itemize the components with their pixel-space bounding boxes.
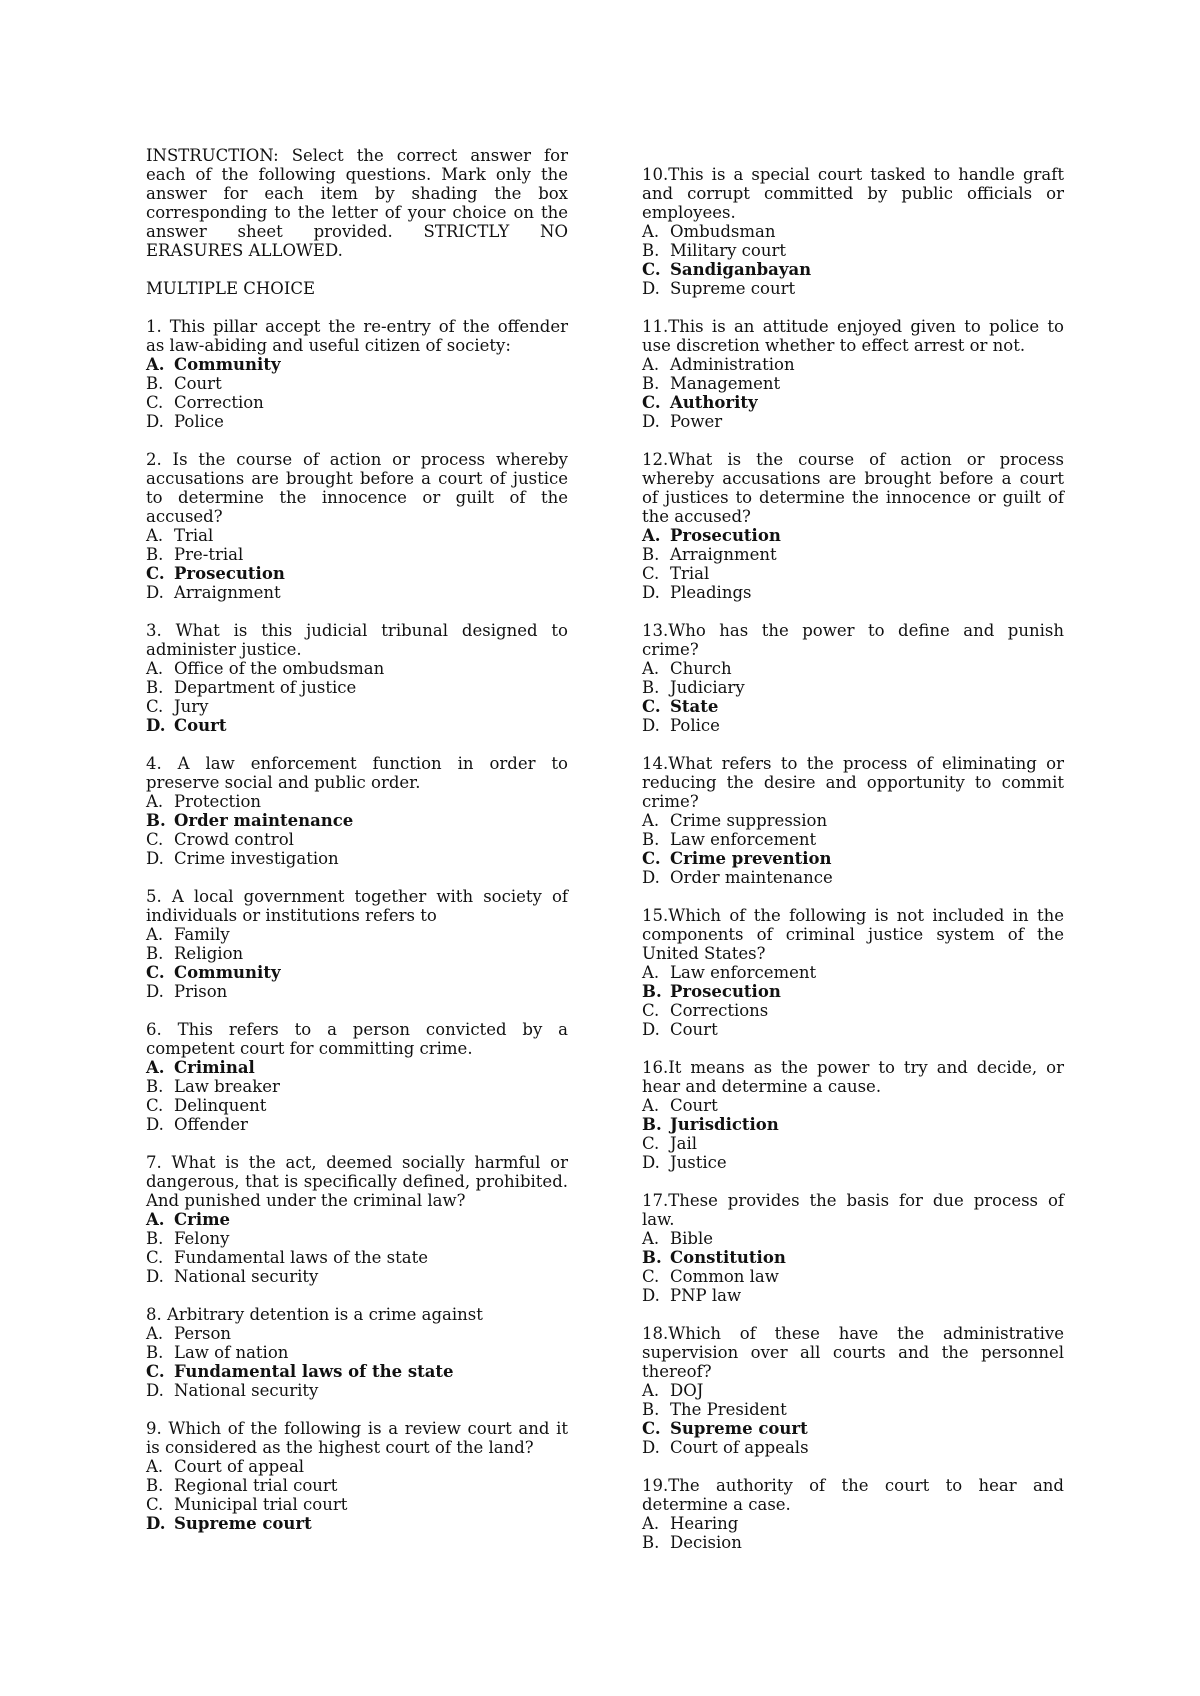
option-text: Administration (670, 355, 795, 374)
answer-option (146, 678, 568, 697)
option-text: Supreme court (174, 1514, 312, 1533)
option-text: Correction (174, 393, 264, 412)
option-text: Prosecution (670, 526, 781, 545)
option-letter: C. (642, 1267, 660, 1286)
option-text: Crime (174, 1210, 231, 1229)
option-text: Felony (174, 1229, 230, 1248)
option-letter: C. (146, 1096, 164, 1115)
answer-option (642, 1229, 1064, 1248)
option-text: DOJ (670, 1381, 704, 1400)
option-letter: B. (146, 1229, 164, 1248)
question-text: 6. This refers to a person convicted by a competent court for committing crime. (146, 1020, 568, 1058)
answer-option (146, 1476, 568, 1495)
option-letter: B. (146, 678, 164, 697)
option-letter: D. (146, 1267, 164, 1286)
question-item (146, 621, 568, 735)
option-text: Military court (670, 241, 786, 260)
option-text: Fundamental laws of the state (174, 1248, 428, 1267)
option-letter: D. (642, 1286, 660, 1305)
option-text: Management (670, 374, 781, 393)
option-text: Prison (174, 982, 228, 1001)
option-text: The President (670, 1400, 787, 1419)
answer-option (146, 1495, 568, 1514)
option-letter: A. (642, 222, 660, 241)
answer-option (642, 830, 1064, 849)
answer-option (642, 412, 1064, 431)
answer-option (146, 697, 568, 716)
option-text: Supreme court (670, 279, 796, 298)
option-text: Fundamental laws of the state (174, 1362, 454, 1381)
answer-option (642, 1096, 1064, 1115)
answer-option-correct (642, 1248, 1064, 1267)
option-letter: A. (642, 811, 660, 830)
answer-option (642, 1400, 1064, 1419)
option-text: Church (670, 659, 732, 678)
instruction-text: INSTRUCTION: Select the correct answer for each of the following questions. Mark only the answer for each item by shading the box corresponding to the letter of your choice on the answer sheet provided. STRICTLY NO ERASURES ALLOWED. (146, 146, 568, 260)
answer-option-correct (642, 849, 1064, 868)
answer-option (146, 982, 568, 1001)
answer-option-correct (146, 355, 568, 374)
option-text: Jurisdiction (670, 1115, 779, 1134)
option-letter: A. (146, 1324, 164, 1343)
question-item (146, 754, 568, 868)
option-text: Pleadings (670, 583, 752, 602)
question-item (146, 1020, 568, 1134)
answer-option (146, 393, 568, 412)
option-text: Sandiganbayan (670, 260, 812, 279)
option-letter: A. (146, 1457, 164, 1476)
option-text: Person (174, 1324, 232, 1343)
question-text: 5. A local government together with society of individuals or institutions refers to (146, 887, 568, 925)
option-text: State (670, 697, 719, 716)
question-text: 9. Which of the following is a review court and it is considered as the highest court of the land? (146, 1419, 568, 1457)
answer-option-correct (642, 982, 1064, 1001)
option-letter: C. (642, 697, 661, 716)
option-text: Police (174, 412, 224, 431)
option-letter: A. (642, 1096, 660, 1115)
option-letter: C. (146, 1248, 164, 1267)
question-text: 18.Which of these have the administrative supervision over all courts and the personnel thereof? (642, 1324, 1064, 1381)
option-text: National security (174, 1267, 319, 1286)
option-text: Regional trial court (174, 1476, 338, 1495)
answer-option-correct (642, 526, 1064, 545)
option-text: Decision (670, 1533, 742, 1552)
answer-option (146, 1096, 568, 1115)
option-text: Judiciary (670, 678, 745, 697)
question-item (642, 1191, 1064, 1305)
answer-option (146, 1077, 568, 1096)
answer-option-correct (146, 963, 568, 982)
question-item (642, 621, 1064, 735)
answer-option-correct (146, 1514, 568, 1533)
answer-option (642, 868, 1064, 887)
option-letter: A. (642, 963, 660, 982)
option-letter: D. (642, 412, 660, 431)
option-text: Office of the ombudsman (174, 659, 385, 678)
answer-option-correct (146, 1210, 568, 1229)
answer-option (642, 355, 1064, 374)
option-letter: B. (642, 982, 662, 1001)
answer-option (642, 811, 1064, 830)
answer-option-correct (642, 393, 1064, 412)
answer-option-correct (642, 1115, 1064, 1134)
question-list-left (146, 317, 568, 1533)
option-text: Prosecution (670, 982, 781, 1001)
answer-option (642, 1134, 1064, 1153)
option-letter: B. (642, 374, 660, 393)
option-letter: D. (642, 583, 660, 602)
option-text: Ombudsman (670, 222, 776, 241)
answer-option (146, 925, 568, 944)
option-letter: C. (642, 393, 661, 412)
option-letter: C. (642, 564, 660, 583)
option-letter: A. (146, 925, 164, 944)
answer-option (146, 1248, 568, 1267)
answer-option (146, 792, 568, 811)
left-column (146, 146, 568, 1552)
question-text: 16.It means as the power to try and decide, or hear and determine a cause. (642, 1058, 1064, 1096)
option-letter: B. (642, 545, 660, 564)
answer-option (642, 716, 1064, 735)
question-text: 13.Who has the power to define and punish crime? (642, 621, 1064, 659)
answer-option (642, 1533, 1064, 1552)
option-letter: C. (146, 697, 164, 716)
question-item (146, 450, 568, 602)
answer-option-correct (146, 716, 568, 735)
option-letter: A. (642, 355, 660, 374)
question-item (642, 906, 1064, 1039)
option-text: Prosecution (174, 564, 285, 583)
option-letter: D. (642, 1020, 660, 1039)
option-text: Supreme court (670, 1419, 808, 1438)
option-text: Community (174, 355, 281, 374)
option-text: Power (670, 412, 723, 431)
option-text: Delinquent (174, 1096, 267, 1115)
option-text: Hearing (670, 1514, 739, 1533)
answer-option (642, 545, 1064, 564)
answer-option (146, 659, 568, 678)
option-text: Law enforcement (670, 830, 817, 849)
option-text: PNP law (670, 1286, 742, 1305)
option-letter: D. (642, 1153, 660, 1172)
option-letter: A. (146, 1058, 165, 1077)
question-item (146, 1153, 568, 1286)
answer-option (146, 526, 568, 545)
question-item (642, 754, 1064, 887)
question-text: 19.The authority of the court to hear and determine a case. (642, 1476, 1064, 1514)
option-text: Religion (174, 944, 244, 963)
answer-option-correct (146, 564, 568, 583)
answer-option (642, 1267, 1064, 1286)
option-letter: D. (146, 716, 166, 735)
option-text: Bible (670, 1229, 714, 1248)
option-text: Crime suppression (670, 811, 828, 830)
option-text: Police (670, 716, 720, 735)
answer-option-correct (146, 811, 568, 830)
answer-option (642, 279, 1064, 298)
question-text: 1. This pillar accept the re-entry of the offender as law-abiding and useful citizen of society: (146, 317, 568, 355)
option-text: Order maintenance (174, 811, 354, 830)
option-letter: C. (642, 1134, 660, 1153)
option-text: Order maintenance (670, 868, 833, 887)
answer-option (146, 583, 568, 602)
answer-option (642, 583, 1064, 602)
option-letter: A. (146, 792, 164, 811)
question-text: 4. A law enforcement function in order to preserve social and public order. (146, 754, 568, 792)
question-item (146, 317, 568, 431)
option-letter: D. (642, 1438, 660, 1457)
answer-option (642, 374, 1064, 393)
option-letter: C. (146, 963, 165, 982)
option-letter: C. (642, 849, 661, 868)
question-item (642, 450, 1064, 602)
option-letter: D. (642, 279, 660, 298)
answer-option (642, 222, 1064, 241)
option-letter: B. (146, 1077, 164, 1096)
option-text: Corrections (670, 1001, 769, 1020)
question-text: 11.This is an attitude enjoyed given to police to use discretion whether to effect arrest or not. (642, 317, 1064, 355)
option-text: Department of justice (174, 678, 357, 697)
answer-option (146, 412, 568, 431)
answer-option (642, 1438, 1064, 1457)
option-text: Protection (174, 792, 262, 811)
answer-option (146, 1115, 568, 1134)
section-title: MULTIPLE CHOICE (146, 279, 316, 298)
answer-option (642, 241, 1064, 260)
option-letter: A. (146, 1210, 165, 1229)
option-letter: D. (146, 982, 164, 1001)
answer-option (642, 963, 1064, 982)
option-text: Court (174, 716, 227, 735)
option-text: Crowd control (174, 830, 294, 849)
answer-option (642, 1381, 1064, 1400)
question-text: 2. Is the course of action or process whereby accusations are brought before a court of justice to determine the innocence or guilt of the accused? (146, 450, 568, 526)
option-text: Law enforcement (670, 963, 817, 982)
option-text: Jail (670, 1134, 698, 1153)
option-letter: C. (146, 393, 164, 412)
answer-option (146, 1381, 568, 1400)
option-letter: C. (642, 1001, 660, 1020)
option-letter: A. (146, 659, 164, 678)
question-item (146, 887, 568, 1001)
option-letter: D. (146, 849, 164, 868)
answer-option (146, 849, 568, 868)
option-letter: A. (642, 526, 661, 545)
question-item (642, 1476, 1064, 1552)
option-text: Trial (670, 564, 710, 583)
answer-option (642, 564, 1064, 583)
option-letter: A. (642, 1514, 660, 1533)
option-text: Pre-trial (174, 545, 244, 564)
option-letter: C. (642, 260, 661, 279)
option-letter: B. (642, 1115, 662, 1134)
option-text: Court (670, 1096, 718, 1115)
answer-option (146, 830, 568, 849)
question-text: 12.What is the course of action or process whereby accusations are brought before a court of justices to determine the innocence or guilt of the accused? (642, 450, 1064, 526)
question-item (642, 1324, 1064, 1457)
question-item (146, 1419, 568, 1533)
answer-option (146, 1229, 568, 1248)
answer-option (146, 545, 568, 564)
option-letter: B. (642, 1400, 660, 1419)
option-letter: B. (642, 830, 660, 849)
option-text: Municipal trial court (174, 1495, 348, 1514)
question-text: 3. What is this judicial tribunal designed to administer justice. (146, 621, 568, 659)
option-letter: B. (642, 1533, 660, 1552)
option-text: Family (174, 925, 230, 944)
option-text: National security (174, 1381, 319, 1400)
question-text: 17.These provides the basis for due process of law. (642, 1191, 1064, 1229)
option-text: Common law (670, 1267, 779, 1286)
option-text: Jury (174, 697, 209, 716)
answer-option (146, 1457, 568, 1476)
option-letter: A. (146, 526, 164, 545)
question-text: 7. What is the act, deemed socially harmful or dangerous, that is specifically defined, prohibited. And punished under the criminal law? (146, 1153, 568, 1210)
question-text: 15.Which of the following is not included in the components of criminal justice system of the United States? (642, 906, 1064, 963)
answer-option (642, 659, 1064, 678)
option-letter: A. (642, 659, 660, 678)
answer-option (146, 1267, 568, 1286)
option-letter: B. (146, 374, 164, 393)
option-letter: D. (146, 1514, 166, 1533)
option-letter: B. (146, 1476, 164, 1495)
option-letter: D. (146, 412, 164, 431)
option-letter: D. (642, 716, 660, 735)
answer-option (642, 1153, 1064, 1172)
option-text: Court (670, 1020, 718, 1039)
option-text: Court of appeals (670, 1438, 809, 1457)
answer-option (146, 374, 568, 393)
option-text: Trial (174, 526, 214, 545)
option-text: Law breaker (174, 1077, 280, 1096)
option-letter: B. (146, 1343, 164, 1362)
question-text: 14.What refers to the process of eliminating or reducing the desire and opportunity to commit crime? (642, 754, 1064, 811)
answer-option (642, 1001, 1064, 1020)
question-item (642, 317, 1064, 431)
option-letter: A. (642, 1381, 660, 1400)
option-letter: D. (642, 868, 660, 887)
option-letter: A. (146, 355, 165, 374)
option-letter: D. (146, 1115, 164, 1134)
answer-option-correct (146, 1058, 568, 1077)
option-text: Constitution (670, 1248, 786, 1267)
answer-option-correct (642, 260, 1064, 279)
option-letter: B. (642, 678, 660, 697)
right-column (642, 146, 1064, 1571)
answer-option (642, 1514, 1064, 1533)
option-text: Crime prevention (670, 849, 832, 868)
question-list-right (642, 165, 1064, 1552)
option-letter: B. (146, 545, 164, 564)
answer-option-correct (146, 1362, 568, 1381)
option-text: Justice (670, 1153, 727, 1172)
question-item (642, 165, 1064, 298)
option-letter: B. (146, 944, 164, 963)
question-text: 8. Arbitrary detention is a crime against (146, 1305, 483, 1324)
answer-option (146, 1324, 568, 1343)
option-letter: C. (642, 1419, 661, 1438)
option-letter: A. (642, 1229, 660, 1248)
option-text: Court of appeal (174, 1457, 305, 1476)
answer-option-correct (642, 697, 1064, 716)
option-letter: B. (146, 811, 166, 830)
option-text: Arraignment (670, 545, 777, 564)
option-letter: C. (146, 830, 164, 849)
option-letter: D. (146, 583, 164, 602)
option-text: Arraignment (174, 583, 281, 602)
question-item (642, 1058, 1064, 1172)
answer-option-correct (642, 1419, 1064, 1438)
option-letter: B. (642, 1248, 662, 1267)
answer-option (642, 1020, 1064, 1039)
option-letter: C. (146, 1495, 164, 1514)
answer-option (642, 1286, 1064, 1305)
question-text: 10.This is a special court tasked to handle graft and corrupt committed by public officials or employees. (642, 165, 1064, 222)
option-text: Law of nation (174, 1343, 289, 1362)
answer-option (642, 678, 1064, 697)
option-letter: B. (642, 241, 660, 260)
option-text: Community (174, 963, 281, 982)
option-text: Criminal (174, 1058, 255, 1077)
question-item (146, 1305, 568, 1400)
option-letter: D. (146, 1381, 164, 1400)
option-text: Court (174, 374, 222, 393)
answer-option (146, 1343, 568, 1362)
option-text: Offender (174, 1115, 248, 1134)
option-letter: C. (146, 564, 165, 583)
option-letter: C. (146, 1362, 165, 1381)
answer-option (146, 944, 568, 963)
option-text: Crime investigation (174, 849, 339, 868)
option-text: Authority (670, 393, 758, 412)
